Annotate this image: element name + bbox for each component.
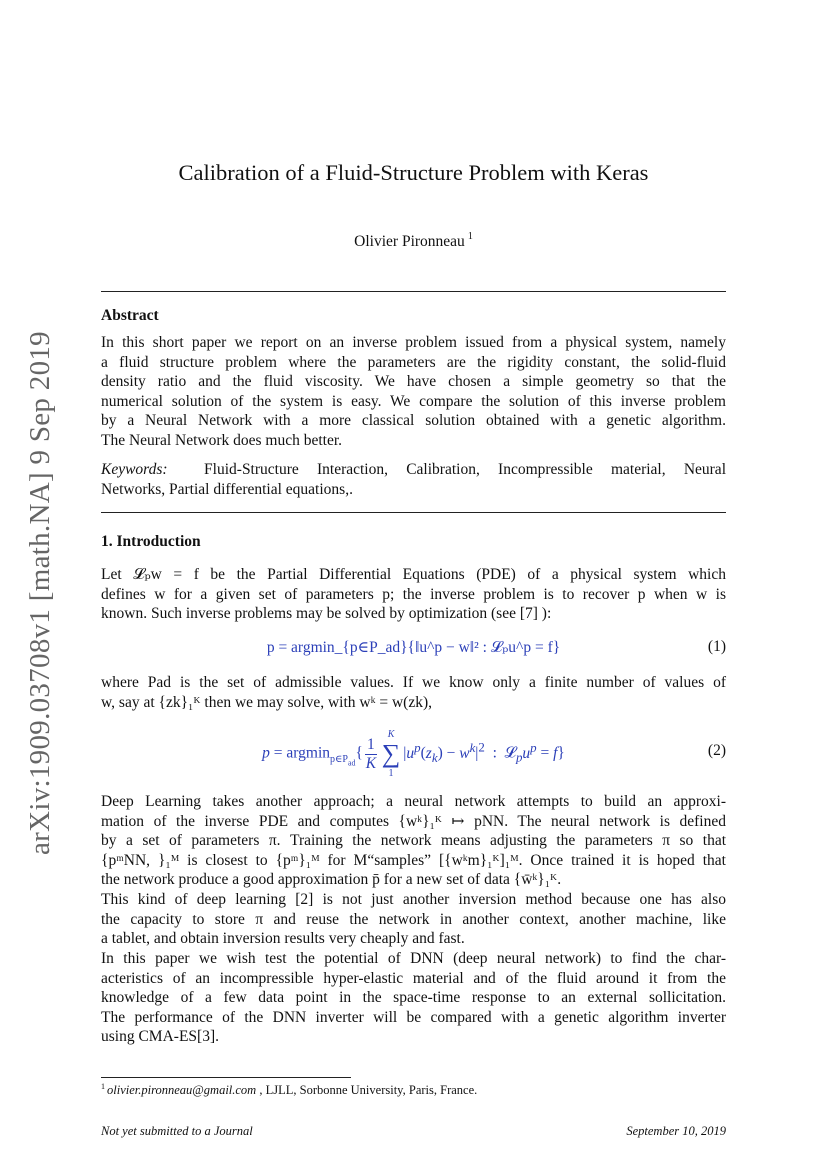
fraction: $\frac{1}{K}$ <box>365 735 377 772</box>
intro-paragraph-3 <box>101 792 726 890</box>
footnote-email[interactable]: olivier.pironneau@gmail.com <box>107 1083 257 1097</box>
abstract-line: numerical solution of the system is easy. We compare the solution of this inverse problem <box>101 392 726 410</box>
text-line: mation of the inverse PDE and computes {wᵏ}₁ᴷ ↦ pNN. The neural network is defined <box>101 812 726 830</box>
text-line: using CMA-ES[3]. <box>101 1028 219 1045</box>
text-line: The performance of the DNN inverter will be compared with a genetic algorithm inverter <box>101 1008 726 1026</box>
abstract-text <box>101 333 726 450</box>
intro-paragraph-2 <box>101 673 726 712</box>
author-line <box>0 231 827 251</box>
author-footnote-mark[interactable]: 1 <box>467 231 473 242</box>
abstract-line: by a Neural Network with a more classical solution obtained with a genetic algorithm. <box>101 412 726 429</box>
footer-journal-status: Not yet submitted to a Journal <box>101 1124 253 1138</box>
arxiv-identifier[interactable]: arXiv:1909.03708v1 [math.NA] 9 Sep 2019 <box>24 331 56 855</box>
equation-1 <box>101 638 726 660</box>
text-line: known. Such inverse problems may be solved by optimization (see [7] ): <box>101 605 552 622</box>
equation-1-number: (1) <box>707 638 726 655</box>
text-line: defines w for a given set of parameters p; the inverse problem is to recover p when w is <box>101 585 726 603</box>
abstract-line: The Neural Network does much better. <box>101 431 343 449</box>
abstract-heading: Abstract <box>101 307 159 324</box>
footnote <box>101 1082 477 1098</box>
abstract-line: density ratio and the fluid viscosity. We have chosen a simple geometry so that the <box>101 373 726 390</box>
text-line: the network produce a good approximation p̄ for a new set of data {w̄ᵏ}₁ᴷ. <box>101 871 562 888</box>
text-line: by a set of parameters π. Training the network means adjusting the parameters π so that <box>101 832 726 849</box>
text-line: In this paper we wish test the potential of DNN (deep neural network) to find the char- <box>101 950 726 967</box>
intro-paragraph-1 <box>101 565 726 624</box>
footer-date: September 10, 2019 <box>626 1124 726 1138</box>
text-line: where Pad is the set of admissible values. If we know only a finite number of values of <box>101 674 726 691</box>
equation-2 <box>101 722 726 782</box>
paper-title: Calibration of a Fluid-Structure Problem with Keras <box>178 160 649 185</box>
equation-2-number: (2) <box>707 742 726 759</box>
equation-1-body: p = argmin_{p∈P_ad}{‖u^p − w‖² : 𝓛ₚu^p = f} <box>266 639 561 656</box>
keywords-line <box>101 460 726 480</box>
sum-symbol: K ∑ 1 <box>381 729 401 779</box>
keywords-text: Fluid-Structure Interaction, Calibration, Incompressible material, Neural <box>204 461 726 478</box>
keywords <box>101 460 726 499</box>
text-line: {pᵐNN, }₁ᴹ is closest to {pᵐ}₁ᴹ for M“samples” [{wᵏm}₁ᴷ]₁ᴹ. Once trained it is hoped that <box>101 851 726 869</box>
intro-paragraph-4 <box>101 890 726 949</box>
abstract-bottom-rule <box>101 512 726 513</box>
abstract-line: a fluid structure problem where the parameters are the rigidity constant, the solid-fluid <box>101 353 726 371</box>
footnote-rule <box>101 1077 351 1078</box>
author-name: Olivier Pironneau <box>354 233 465 250</box>
text-line: This kind of deep learning [2] is not just another inversion method because one has also <box>101 891 726 908</box>
text-line: a tablet, and obtain inversion results very cheaply and fast. <box>101 930 465 947</box>
text-line: Let 𝓛ₚw = f be the Partial Differential Equations (PDE) of a physical system which <box>101 566 726 583</box>
keywords-label: Keywords: <box>101 461 168 478</box>
intro-paragraph-5 <box>101 949 726 1047</box>
text-line: Deep Learning takes another approach; a neural network attempts to build an approxi- <box>101 793 726 810</box>
footnote-mark: 1 <box>101 1082 105 1091</box>
text-line: knowledge of a few data point in the space-time response to an external sollicitation. <box>101 989 726 1006</box>
text-line: the capacity to store π and reuse the network in another context, another machine, like <box>101 910 726 928</box>
keywords-line: Networks, Partial differential equations,. <box>101 480 353 498</box>
text-line: w, say at {zk}₁ᴷ then we may solve, with wᵏ = w(zk), <box>101 693 432 711</box>
abstract-line: In this short paper we report on an inverse problem issued from a physical system, namely <box>101 334 726 351</box>
footnote-affiliation: , LJLL, Sorbonne University, Paris, France. <box>256 1083 478 1097</box>
text-line: acteristics of an incompressible hyper-elastic material and of the fluid around it from the <box>101 969 726 987</box>
equation-2-body: p = argmin$_{p\in P_{ad}}${ $\frac{1}{K}$ K ∑ 1 $|u^p(z_k) - w^k|^2$ : $𝓛_pu^p = f$} <box>262 729 565 779</box>
section-heading: 1. Introduction <box>101 533 201 550</box>
abstract-top-rule <box>101 291 726 292</box>
